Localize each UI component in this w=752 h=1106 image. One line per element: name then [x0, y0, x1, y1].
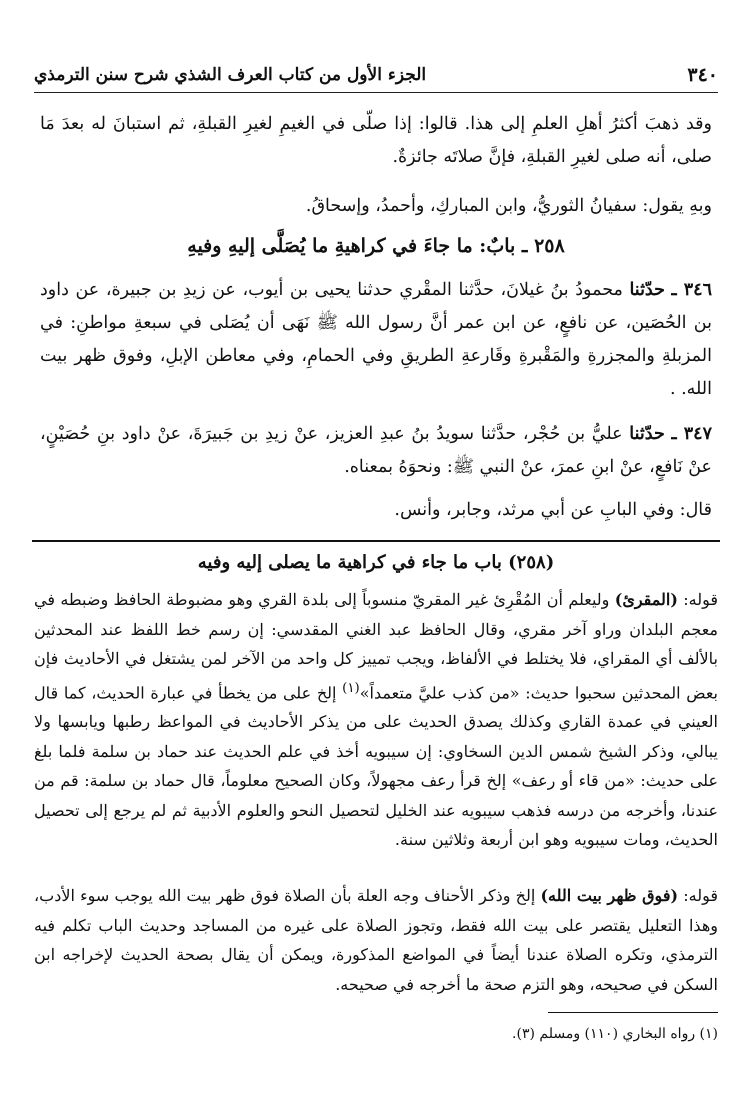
commentary-keyword: (فوق ظهر بيت الله): [540, 886, 679, 905]
commentary-paragraph-muqri: [34, 585, 718, 855]
footnote-rule: [548, 1012, 718, 1013]
commentary-lead: قوله:: [677, 590, 719, 609]
hadith-keyword: حدّثنا: [629, 424, 665, 444]
running-header: [34, 58, 718, 93]
commentary-heading: (٢٥٨) باب ما جاء في كراهية ما يصلى إليه وفيه: [197, 552, 555, 573]
hadith-number: ٣٤٧ ـ: [671, 424, 712, 444]
commentary-paragraph-kaaba: [34, 881, 718, 999]
hadith-346: [40, 274, 712, 406]
hadith-keyword: حدّثنا: [629, 280, 665, 300]
hadith-347: [40, 418, 712, 484]
commentary-keyword: (المقرئ): [614, 590, 678, 609]
paragraph-scholars-list: وبهِ يقول: سفيانُ الثوريُّ، وابن المباركِ، وأحمدُ، وإسحاقُ.: [305, 196, 712, 216]
hadith-text: محمودُ بنُ غيلانَ، حدَّثنا المقْري حدثنا يحيى بن أيوب، عن زيدِ بن جبيرة، عن داود بن الحُصَين، عن نافعٍ، عن ابن عمر أنَّ رسول الله ﷺ نَهَى أن يُصَلى في سبعةِ مواطنِ: في المزبلةِ والمجزرةِ والمَقْبرةِ وقَارعةِ الطريقِ وفي الحمامِ، وفي معاطن الإبلِ، وفوق ظهر بيت الله. .: [40, 280, 712, 399]
section-divider: [32, 540, 720, 542]
paragraph-scholars-opinion: وقد ذهبَ أكثرُ أهلِ العلمِ إلى هذا. قالوا: إذا صلّى في الغيمِ لغيرِ القبلةِ، ثم استبانَ له بعدَ مَا صلى، أنه صلى لغيرِ القبلةِ، فإنَّ صلاتَه جائزةٌ.: [40, 114, 712, 167]
footnote: (١) رواه البخاري (١١٠) ومسلم (٣).: [512, 1026, 718, 1042]
chapter-heading: ٢٥٨ ـ بابٌ: ما جاءَ في كراهيةِ ما يُصَلَّى إليهِ وفيهِ: [187, 235, 565, 257]
page-number: ٣٤٠: [687, 64, 718, 86]
hadith-text: عليُّ بن حُجْر، حدَّثنا سويدُ بنُ عبدِ العزيز، عنْ زيدِ بن جَبيرَةَ، عنْ داود بنِ حُصَيْنٍ، عنْ نَافعٍ، عنْ ابنِ عمرَ، عنْ النبي ﷺ: ونحوَهُ بمعناه.: [40, 424, 712, 477]
hadith-number: ٣٤٦ ـ: [671, 280, 712, 300]
footnote-ref[interactable]: (١): [342, 680, 360, 696]
commentary-lead: قوله:: [678, 886, 718, 905]
commentary-tail: إلخ على من يخطأ في عبارة الحديث، كما قال العيني في عمدة القاري وكذلك يصدق الحديث على من يذكر الأحاديث في المواعظ رطبها ويابسها ولا يبالي، وذكر الشيخ شمس الدين السخاوي: إن سيبويه أخذ في علم الحديث عند حماد بن سلمة فلما بلغ على حديث: «من قاء أو رعف» إلخ قرأ رعف مجهولاً، وكان الصحيح معلوماً، قال حماد بن سلمة: قم من عندنا، وأخرجه من درسه فذهب سيبويه عند الخليل لتحصيل النحو والعلوم الأدبية ثم لم يرجع إلى تحصيل الحديث، ومات سيبويه وهو ابن أربعة وثلاثين سنة.: [34, 682, 718, 850]
qala-note: قال: وفي البابِ عن أبي مرثد، وجابر، وأنس.: [394, 500, 712, 520]
running-title: الجزء الأول من كتاب العرف الشذي شرح سنن الترمذي: [34, 65, 427, 85]
commentary-body: إلخ وذكر الأحناف وجه العلة بأن الصلاة فوق ظهر بيت الله يوجب سوء الأدب، وهذا التعليل يقتصر على بيت الله فقط، وتجوز الصلاة على غيره من المساجد وحديث الباب تكلم فيه الترمذي، وتكره الصلاة عندنا أيضاً في المواضع المذكورة، ويمكن أن يقال بصحة الحديث لإخراجه ابن السكن في صحيحه، وهو التزم صحة ما أخرجه في صحيحه.: [34, 886, 718, 994]
commentary-body: وليعلم أن المُقْرِئ غير المقريّ منسوباً إلى بلدة القري وهو مضبوطة الحافظ وضبطه في معجم البلدان وراو آخر مقري، وقال الحافظ عبد الغني المقدسي: إن رسم خط اللفظ عند المحدثين بالألف أي المقراي، فلا يختلط في الألفاظ، ويجب تمييز كل واحد من الآخر لمن يشتغل في الأحاديث فإن بعض المحدثين سحبوا حديث: «من كذب عليَّ متعمداً»: [34, 590, 718, 702]
